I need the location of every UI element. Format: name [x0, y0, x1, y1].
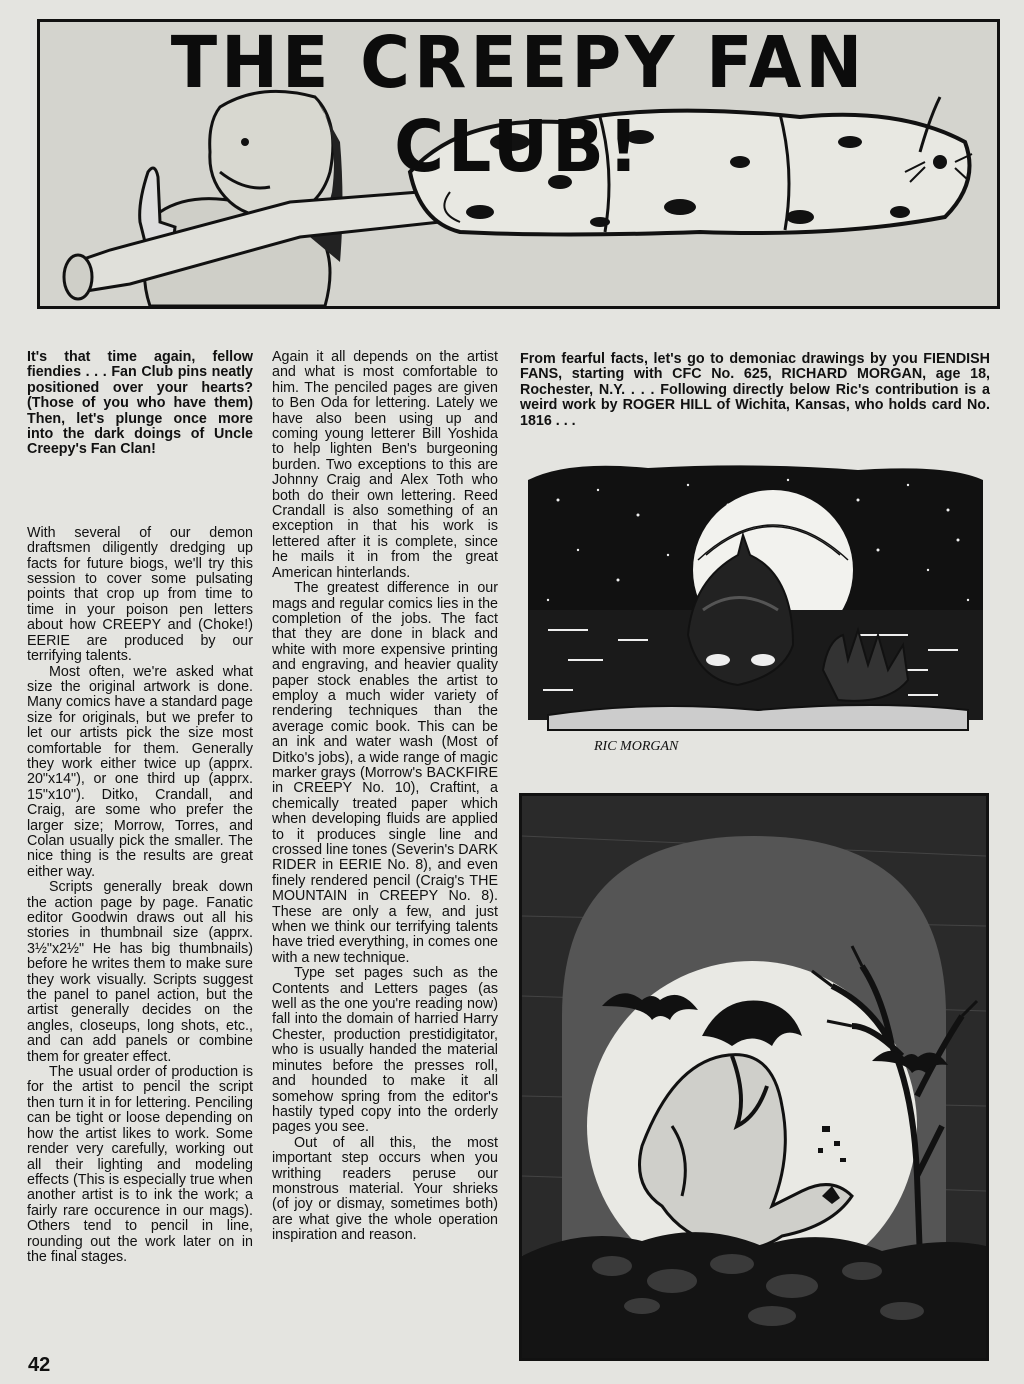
- page-title: THE CREEPY FAN CLUB!: [170, 22, 867, 189]
- column-2-paragraph: Type set pages such as the Contents and Letters pages (as well as the one you're reading now) fall into the domain of harried Harry Chester, production prestidigitator, who is usually handed the material minutes before the presses roll, and hounded to make it all somehow spring from the editor's hastily typed copy into the orderly pages you see.: [272, 965, 498, 1136]
- column-1-paragraph: Most often, we're asked what size the original artwork is done. Many comics have a standard page size for originals, but we prefer to let our artists pick the size most comfortable for them. Generally they work either twice up (apprx. 20"x14"), or one third up (apprx. 15"x10"). Ditko, Crandall, and Craig, are some who prefer the larger size; Morrow, Torres, and Colan usually pick the smaller. The nice thing is the results are great either way.: [27, 663, 253, 880]
- header-panel: [37, 19, 1000, 309]
- column-2: [272, 350, 498, 1244]
- column-1: [27, 350, 253, 1265]
- column-2-paragraph: The greatest difference in our mags and regular comics lies in the completion of the jobs. The fact that they are done in black and white with more expensive printing and engraving, and heavier quality paper stock enables the artist to employ a much wider variety of rendering techniques than the average comic book. This can be an ink and water wash (Most of Ditko's jobs), a wide range of magic marker grays (Morrow's BACKFIRE in CREEPY No. 10), Craftint, a chemically treated paper which when developing fluids are applied to it produces single line and crossed line tones (Severin's DARK RIDER in EERIE No. 8), and even finely rendered pencil (Craig's THE MOUNTAIN in CREEPY No. 8). These are only a few, and just when we think our terrifying talents have tried everything, in comes one with a new technique.: [272, 580, 499, 966]
- column-2-paragraph: Out of all this, the most important step occurs when you writhing readers peruse our monstrous material. Your shrieks (of joy or dismay, sometimes both) are what give the whole operation inspiration and reason.: [272, 1134, 498, 1244]
- column-1-paragraph: Scripts generally break down the action page by page. Fanatic editor Goodwin draws out all his stories in thumbnail size (apprx. 3½"x2½" He has big thumbnails) before he writes them to make sure they work visually. Scripts suggest the panel to panel action, but the artist generally decides on the angles, closeups, long shots, etc., and can add panels or combine them for greater effect.: [27, 879, 253, 1065]
- column-3: [520, 352, 990, 429]
- page-number: 42: [28, 1354, 51, 1376]
- column-1-paragraph: With several of our demon draftsmen diligently dredging up facts for future biogs, we'll try this session to cover some pulsating points that crop up from time to time in your poison pen letters about how CREEPY and (Choke!) EERIE are produced by our terrifying talents.: [27, 524, 253, 665]
- ric-morgan-signature: RIC MORGAN: [594, 739, 679, 754]
- fan-drawing-ric-morgan: [528, 460, 983, 775]
- column-1-paragraph: The usual order of production is for the artist to pencil the script then turn it in for lettering. Penciling can be tight or loose depending on how the artist likes to work. Some render very carefully, working out all their lighting and modeling effects (This is especially true when another artist is to ink the work; a fairly rare occurence in our mags). Others tend to pencil in line, rounding out the work later on in the final stages.: [27, 1064, 253, 1265]
- column-3-intro: From fearful facts, let's go to demoniac drawings by you FIENDISH FANS, starting with CFC No. 625, RICHARD MORGAN, age 18, Rochester, N.Y. . . . Following directly below Ric's contribution is a weird work by ROGER HILL of Wichita, Kansas, who holds card No. 1816 . . .: [520, 351, 990, 429]
- column-2-paragraph: Again it all depends on the artist and what is most comfortable to him. The penciled pages are given to Ben Oda for lettering. Lately we have also been using up and coming young letterer Bill Yoshida to help lighten Ben's burgeoning burden. Two exceptions to this are Johnny Craig and Alex Toth who both do their own lettering. Reed Crandall is also something of an exception in that his work is lettered after it is complete, since he mails it in from the great American hinterlands.: [272, 349, 498, 581]
- fan-drawing-roger-hill: [519, 793, 989, 1361]
- column-1-intro: It's that time again, fellow fiendies . . . Fan Club pins neatly positioned over your hearts? (Those of you who have them) Then, let's plunge once more into the dark doings of Uncle Creepy's Fan Clan!: [27, 349, 253, 458]
